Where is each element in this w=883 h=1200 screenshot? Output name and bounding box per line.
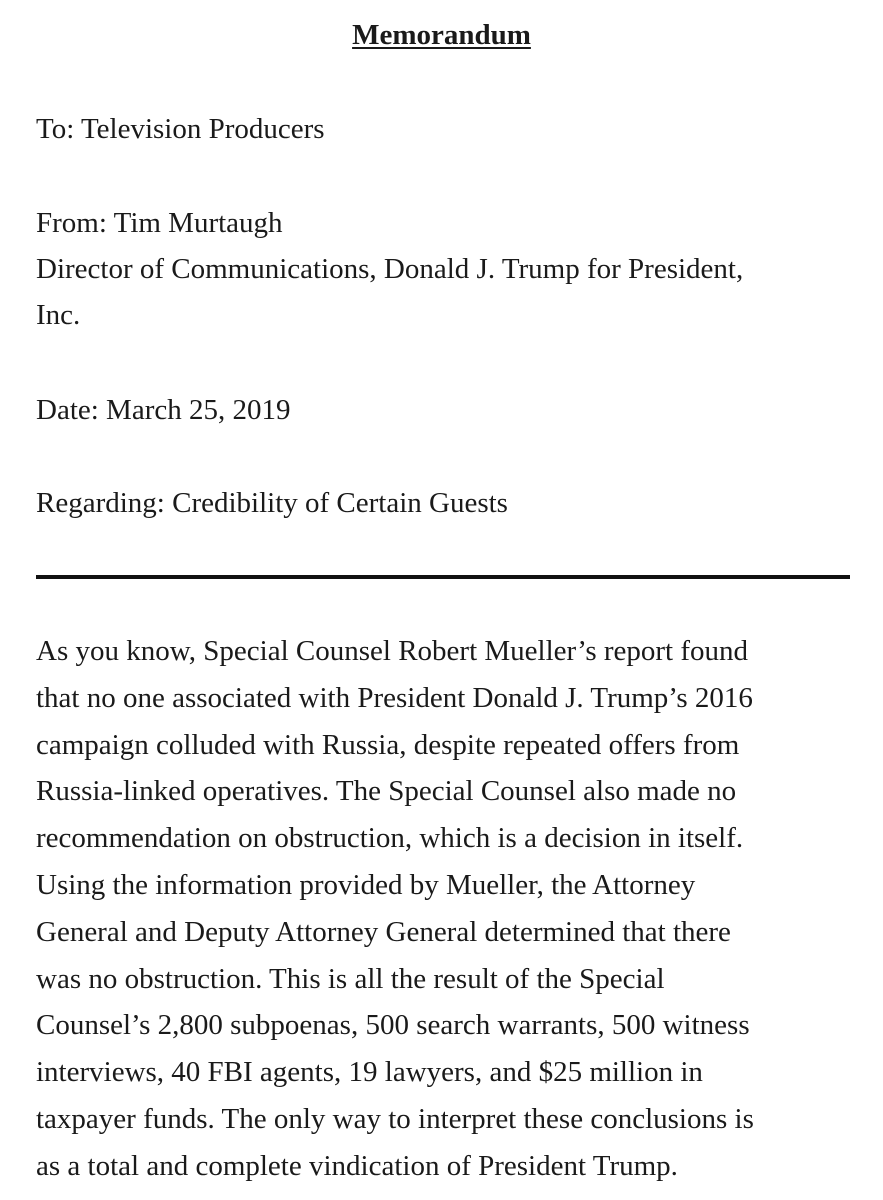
body-line: interviews, 40 FBI agents, 19 lawyers, and $25 million in (36, 1056, 703, 1089)
memo-regarding-field: Regarding: Credibility of Certain Guests (36, 487, 508, 519)
memo-from-title-line-1: Director of Communications, Donald J. Trump for President, (36, 253, 744, 285)
body-line: that no one associated with President Donald J. Trump’s 2016 (36, 681, 753, 714)
memo-from-name: From: Tim Murtaugh (36, 207, 283, 239)
body-line: Counsel’s 2,800 subpoenas, 500 search warrants, 500 witness (36, 1009, 750, 1042)
body-line: taxpayer funds. The only way to interpret these conclusions is (36, 1102, 754, 1135)
memo-to-field: To: Television Producers (36, 113, 325, 145)
memo-from-title-line-2: Inc. (36, 299, 81, 331)
body-line: As you know, Special Counsel Robert Mueller’s report found (36, 635, 749, 667)
memo-title: Memorandum (352, 19, 531, 51)
body-line: as a total and complete vindication of President Trump. (36, 1149, 678, 1182)
body-line: Russia-linked operatives. The Special Counsel also made no (36, 775, 737, 808)
memo-body-paragraph (36, 628, 848, 1190)
body-line: campaign colluded with Russia, despite repeated offers from (36, 728, 740, 761)
memo-from-block (36, 200, 856, 338)
body-line: General and Deputy Attorney General determined that there (36, 915, 731, 948)
section-divider (36, 575, 850, 579)
body-line: was no obstruction. This is all the result of the Special (36, 962, 665, 995)
memo-date-field: Date: March 25, 2019 (36, 394, 291, 426)
body-line: Using the information provided by Mueller, the Attorney (36, 868, 696, 901)
body-line: recommendation on obstruction, which is a decision in itself. (36, 822, 744, 855)
